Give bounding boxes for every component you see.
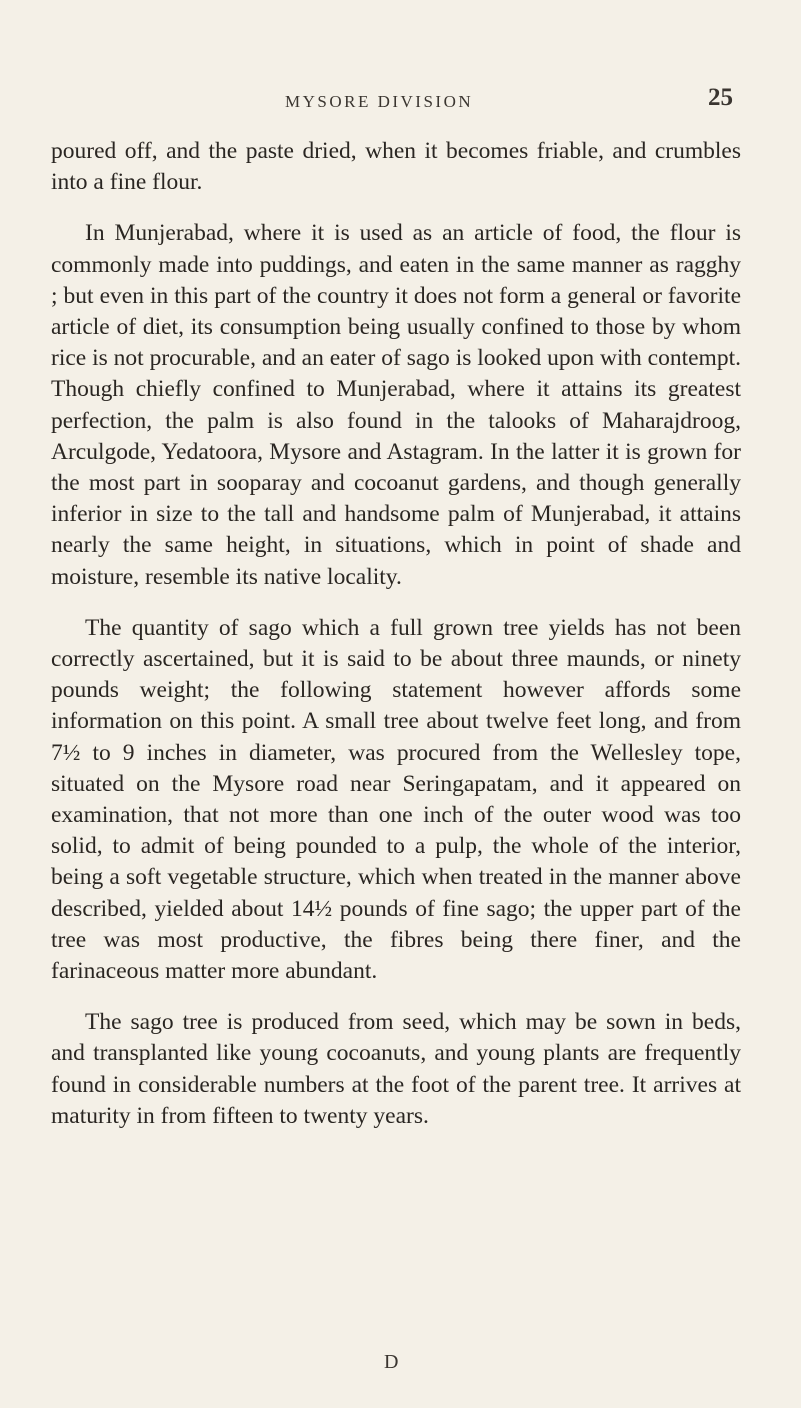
- page-number: 25: [708, 84, 733, 111]
- paragraph-1: poured off, and the paste dried, when it becomes friable, and crumbles into a fine flour.: [51, 138, 741, 196]
- paragraph-2: In Munjerabad, where it is used as an article of food, the flour is commonly made into puddings, and eaten in the same manner as ragghy ; but even in this part of the country it does not form a general or favorite article of diet, its consumption being usually confined to those by whom rice is not procurable, and an eater of sago is looked upon with contempt. Though chiefly confined to Munjerabad, where it attains its greatest perfection, the palm is also found in the talooks of Maharajdroog, Arculgode, Yedatoora, Mysore and Astagram. In the latter it is grown for the most part in sooparay and cocoanut gardens, and though generally inferior in size to the tall and handsome palm of Munjerabad, it attains nearly the same height, in situations, which in point of shade and moisture, resemble its native locality.: [51, 220, 741, 590]
- paragraph-3: The quantity of sago which a full grown tree yields has not been correctly ascertained, but it is said to be about three maunds, or ninety pounds weight; the following statement however affords some information on this point. A small tree about twelve feet long, and from 7½ to 9 inches in diameter, was procured from the Wellesley tope, situated on the Mysore road near Seringapatam, and it appeared on examination, that not more than one inch of the outer wood was too solid, to admit of being pounded to a pulp, the whole of the interior, being a soft vegetable structure, which when treated in the manner above described, yielded about 14½ pounds of fine sago; the upper part of the tree was most productive, the fibres being there finer, and the farinaceous matter more abundant.: [51, 614, 741, 985]
- paragraph-4: The sago tree is produced from seed, which may be sown in beds, and transplanted like young cocoanuts, and young plants are frequently found in considerable numbers at the foot of the parent tree. It arrives at maturity in from fifteen to twenty years.: [51, 1009, 741, 1129]
- running-head: [0, 84, 801, 116]
- signature-mark: D: [384, 1351, 399, 1373]
- body-text: [51, 136, 741, 1132]
- running-head-title: MYSORE DIVISION: [285, 92, 474, 111]
